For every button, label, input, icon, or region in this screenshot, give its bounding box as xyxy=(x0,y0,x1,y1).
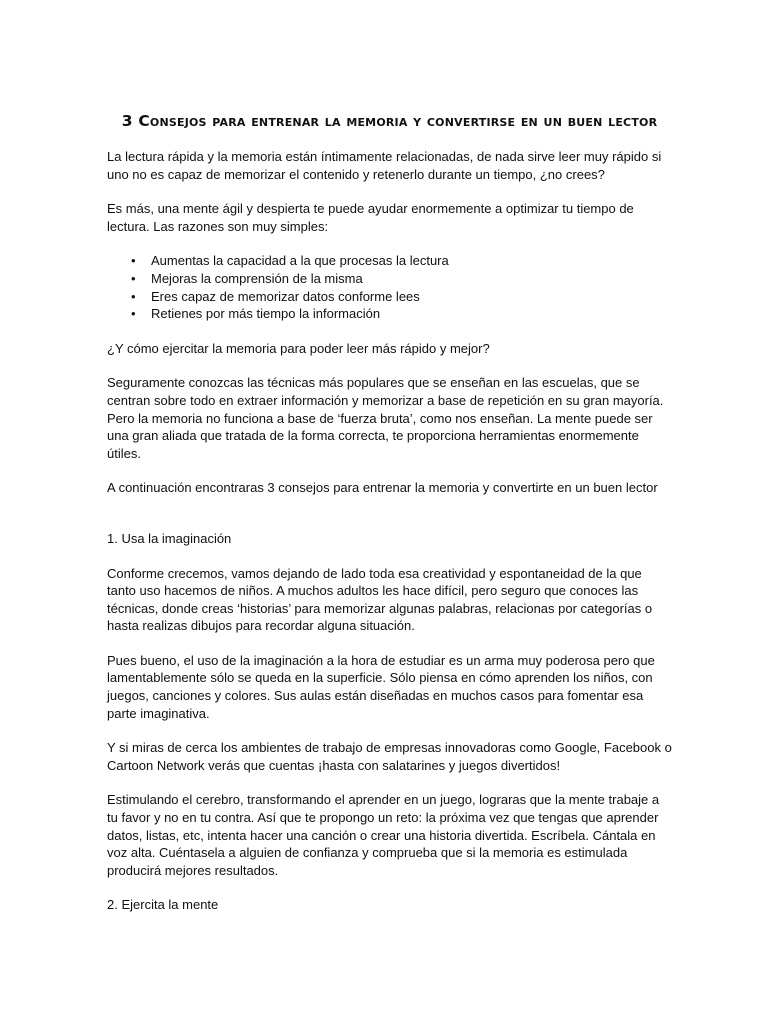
list-item-text: Eres capaz de memorizar datos conforme lees xyxy=(151,288,420,304)
bullet-icon: • xyxy=(131,306,136,322)
list-item-text: Retienes por más tiempo la información xyxy=(151,306,381,322)
paragraph-companies: Y si miras de cerca los ambientes de trabajo de empresas innovadoras como Google, Facebook o Cartoon Network verás que cuentas ¡hasta con salatarines y juegos divertidos! xyxy=(107,740,672,773)
section-heading-exercise: 2. Ejercita la mente xyxy=(107,897,219,913)
paragraph-question: ¿Y cómo ejercitar la memoria para poder leer más rápido y mejor? xyxy=(107,340,490,356)
paragraph-challenge: Estimulando el cerebro, transformando el aprender en un juego, lograras que la mente trabaje a tu favor y no en tu contra. Así que te propongo un reto: la próxima vez que tengas que aprender datos, listas, etc, intenta hacer una canción o crear una historia divertida. Escríbela. Cántala en voz alta. Cuéntasela a alguien de confianza y comprueba que si la memoria es estimulada producirá mejores resultados. xyxy=(107,792,660,878)
reasons-list xyxy=(107,252,672,322)
bullet-icon: • xyxy=(131,270,136,286)
bullet-icon: • xyxy=(131,253,136,269)
paragraph-creativity: Conforme crecemos, vamos dejando de lado toda esa creatividad y espontaneidad de la que tanto uso hacemos de niños. A muchos adultos les hace difícil, pero seguro que conoces las técnicas, donde creas ‘historias’ para memorizar algunas palabras, relacionas por categorías o hasta realizas dibujos para recordar alguna situación. xyxy=(107,565,653,634)
paragraph-techniques: Seguramente conozcas las técnicas más populares que se enseñan en las escuelas, que se centran sobre todo en extraer información y memorizar a base de repetición en su gran mayoría. Pero la memoria no funciona a base de ‘fuerza bruta’, como nos enseñan. La mente puede ser una gran aliada que tratada de la forma correcta, te proporciona herramientas enormemente útiles. xyxy=(107,375,664,461)
list-item xyxy=(131,288,672,306)
list-item-text: Aumentas la capacidad a la que procesas la lectura xyxy=(151,253,449,269)
section-heading-imagination: 1. Usa la imaginación xyxy=(107,530,232,546)
paragraph-continuation: A continuación encontraras 3 consejos para entrenar la memoria y convertirte en un buen lector xyxy=(107,480,658,496)
list-item-text: Mejoras la comprensión de la misma xyxy=(151,270,363,286)
document-title: 3 Consejos para entrenar la memoria y convertirse en un buen lector xyxy=(121,112,658,130)
paragraph-reasons-intro: Es más, una mente ágil y despierta te puede ayudar enormemente a optimizar tu tiempo de lectura. Las razones son muy simples: xyxy=(107,201,634,234)
list-item xyxy=(131,270,672,288)
paragraph-imagination-use: Pues bueno, el uso de la imaginación a la hora de estudiar es un arma muy poderosa pero que lamentablemente sólo se queda en la superficie. Sólo piensa en cómo aprenden los niños, con juegos, canciones y colores. Sus aulas están diseñadas en muchos casos para fomentar esa parte imaginativa. xyxy=(107,652,655,721)
paragraph-intro: La lectura rápida y la memoria están íntimamente relacionadas, de nada sirve leer muy rápido si uno no es capaz de memorizar el contenido y retenerlo durante un tiempo, ¿no crees? xyxy=(107,149,662,182)
list-item xyxy=(131,305,672,323)
bullet-icon: • xyxy=(131,288,136,304)
list-item xyxy=(131,252,672,270)
